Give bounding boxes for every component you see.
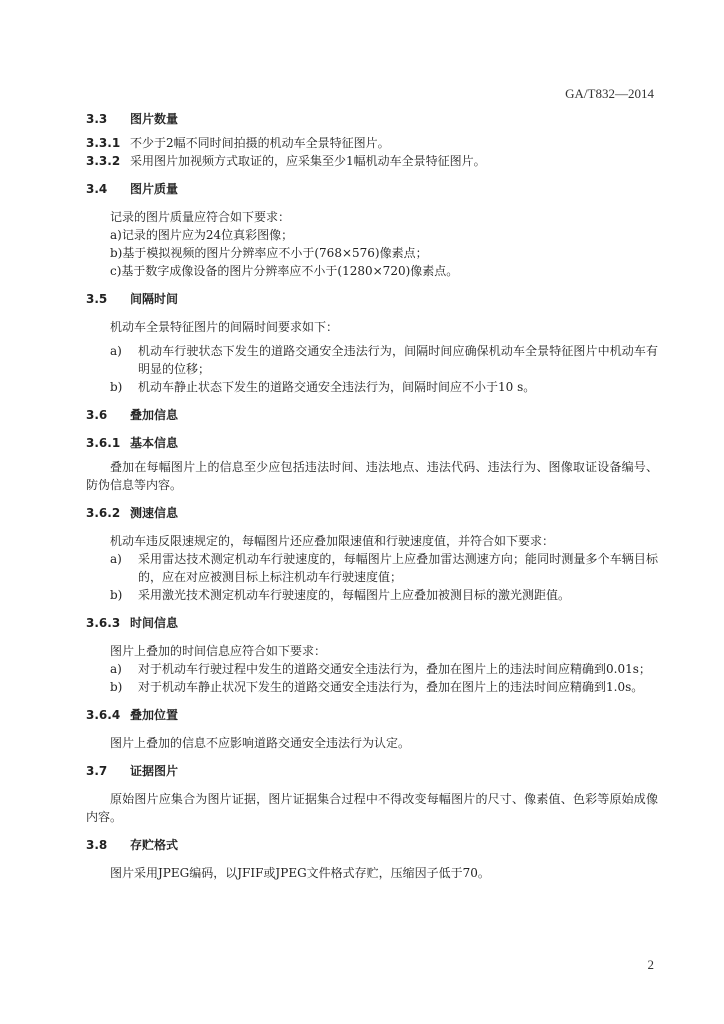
paragraph: 图片采用JPEG编码，以JFIF或JPEG文件格式存贮，压缩因子低于70。 [110, 866, 490, 880]
section-heading-3-6-3: 3.6.3 时间信息 [86, 616, 179, 630]
paragraph: 机动车违反限速规定的，每幅图片还应叠加限速值和行驶速度值，并符合如下要求： [110, 534, 555, 548]
page-content [86, 110, 658, 882]
page-number: 2 [647, 957, 654, 972]
list-item: a) 采用雷达技术测定机动车行驶速度的，每幅图片上应叠加雷达测速方向；能同时测量多个车辆目标的，应在对应被测目标上标注机动车行驶速度值； [110, 552, 658, 584]
section-heading-3-7: 3.7 证据图片 [86, 764, 179, 778]
list-item: b) 对于机动车静止状况下发生的道路交通安全违法行为，叠加在图片上的违法时间应精确到1.0s。 [110, 680, 644, 694]
list-item: b) 机动车静止状态下发生的道路交通安全违法行为，间隔时间应不小于10 s。 [110, 380, 536, 394]
section-heading-3-8: 3.8 存贮格式 [86, 838, 179, 852]
paragraph: 记录的图片质量应符合如下要求： [110, 210, 291, 224]
paragraph: 机动车全景特征图片的间隔时间要求如下： [110, 320, 339, 334]
clause-3-3-1: 3.3.1 不少于2幅不同时间拍摄的机动车全景特征图片。 [86, 136, 390, 150]
section-heading-3-6-4: 3.6.4 叠加位置 [86, 708, 179, 722]
paragraph: 图片上叠加的信息不应影响道路交通安全违法行为认定。 [110, 736, 411, 750]
section-heading-3-6-2: 3.6.2 测速信息 [86, 506, 179, 520]
section-heading-3-6: 3.6 叠加信息 [86, 408, 179, 422]
paragraph: 图片上叠加的时间信息应符合如下要求： [110, 644, 327, 658]
standard-code: GA/T832—2014 [565, 86, 654, 101]
paragraph: 原始图片应集合为图片证据，图片证据集合过程中不得改变每幅图片的尺寸、像素值、色彩等原始成像内容。 [86, 792, 658, 824]
list-item: a)记录的图片应为24位真彩图像； [110, 228, 294, 242]
section-heading-3-6-1: 3.6.1 基本信息 [86, 436, 179, 450]
section-heading-3-5: 3.5 间隔时间 [86, 292, 179, 306]
list-item: c)基于数字成像设备的图片分辨率应不小于(1280×720)像素点。 [110, 264, 459, 278]
section-heading-3-3: 3.3 图片数量 [86, 112, 179, 126]
list-item: a) 机动车行驶状态下发生的道路交通安全违法行为，间隔时间应确保机动车全景特征图片中机动车有明显的位移； [110, 344, 658, 376]
list-item: b)基于模拟视频的图片分辨率应不小于(768×576)像素点； [110, 246, 428, 260]
section-heading-3-4: 3.4 图片质量 [86, 182, 179, 196]
list-item: b) 采用激光技术测定机动车行驶速度的，每幅图片上应叠加被测目标的激光测距值。 [110, 588, 571, 602]
list-item: a) 对于机动车行驶过程中发生的道路交通安全违法行为，叠加在图片上的违法时间应精确到0.01s； [110, 662, 651, 676]
paragraph: 叠加在每幅图片上的信息至少应包括违法时间、违法地点、违法代码、违法行为、图像取证设备编号、防伪信息等内容。 [86, 460, 658, 492]
clause-3-3-2: 3.3.2 采用图片加视频方式取证的，应采集至少1幅机动车全景特征图片。 [86, 154, 486, 168]
